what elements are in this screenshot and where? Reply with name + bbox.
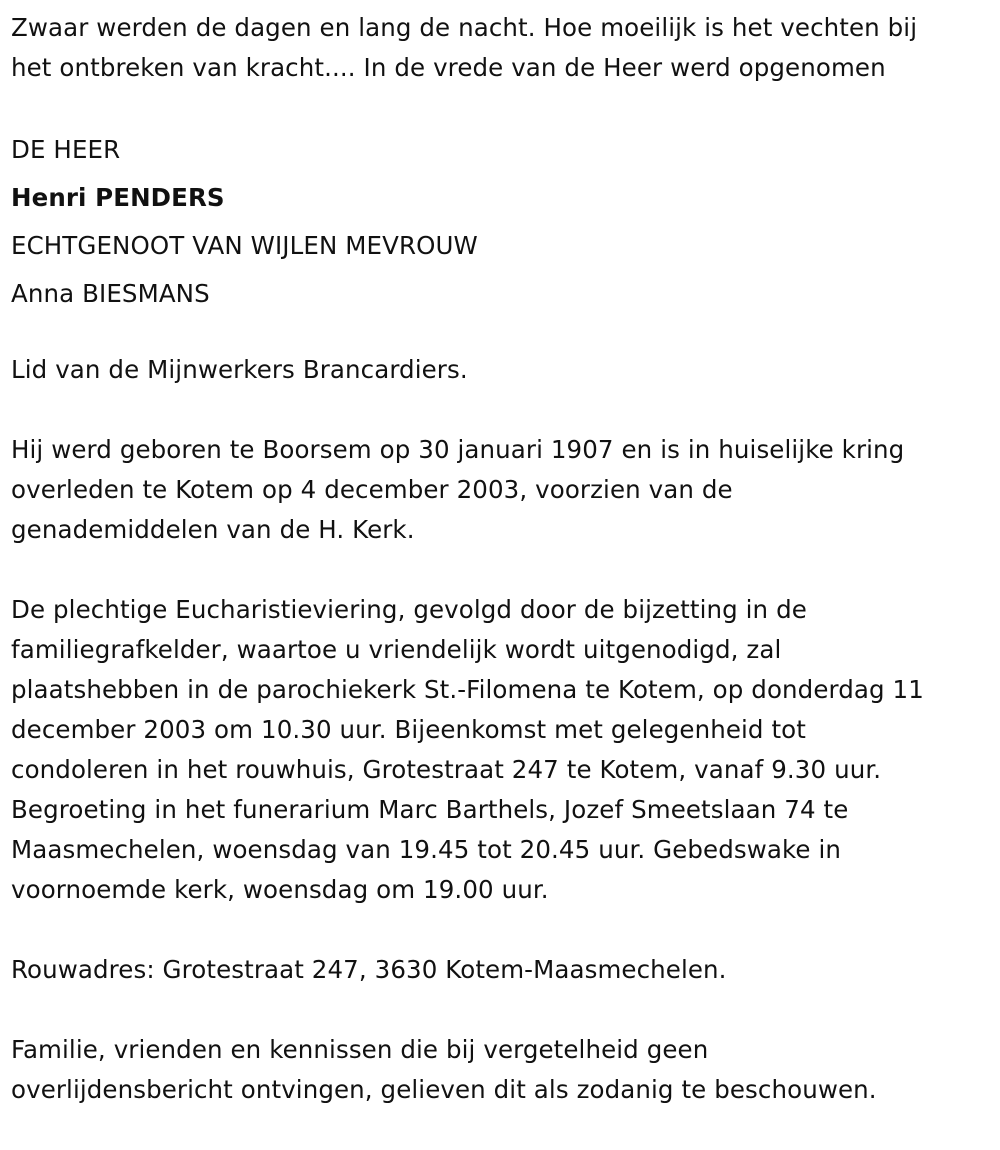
- birth-death-paragraph: [11, 430, 991, 550]
- closing-paragraph: [11, 1030, 991, 1110]
- intro-line: het ontbreken van kracht.... In de vrede van de Heer werd opgenomen: [11, 53, 886, 82]
- relation-text: ECHTGENOOT VAN WIJLEN MEVROUW: [11, 231, 478, 260]
- deceased-name: Henri PENDERS: [11, 183, 225, 212]
- intro-line: Zwaar werden de dagen en lang de nacht. Hoe moeilijk is het vechten bij: [11, 13, 918, 42]
- ceremony-line: Maasmechelen, woensdag van 19.45 tot 20.45 uur. Gebedswake in: [11, 835, 842, 864]
- birth-death-line: overleden te Kotem op 4 december 2003, voorzien van de: [11, 475, 733, 504]
- ceremony-line: voornoemde kerk, woensdag om 19.00 uur.: [11, 875, 549, 904]
- ceremony-line: Begroeting in het funerarium Marc Barthels, Jozef Smeetslaan 74 te: [11, 795, 849, 824]
- mourning-address: Rouwadres: Grotestraat 247, 3630 Kotem-Maasmechelen.: [11, 955, 727, 984]
- ceremony-line: familiegrafkelder, waartoe u vriendelijk wordt uitgenodigd, zal: [11, 635, 782, 664]
- honorific-title: DE HEER: [11, 135, 121, 164]
- membership-paragraph: [11, 350, 991, 390]
- spouse-name: Anna BIESMANS: [11, 279, 210, 308]
- deceased-block: [11, 126, 991, 318]
- birth-death-line: Hij werd geboren te Boorsem op 30 januari 1907 en is in huiselijke kring: [11, 435, 905, 464]
- closing-line: overlijdensbericht ontvingen, gelieven dit als zodanig te beschouwen.: [11, 1075, 877, 1104]
- membership-line: Lid van de Mijnwerkers Brancardiers.: [11, 355, 468, 384]
- closing-line: Familie, vrienden en kennissen die bij vergetelheid geen: [11, 1035, 709, 1064]
- ceremony-line: plaatshebben in de parochiekerk St.-Filomena te Kotem, op donderdag 11: [11, 675, 924, 704]
- ceremony-line: december 2003 om 10.30 uur. Bijeenkomst met gelegenheid tot: [11, 715, 806, 744]
- ceremony-paragraph: [11, 590, 991, 910]
- intro-paragraph: [11, 8, 991, 88]
- ceremony-line: De plechtige Eucharistieviering, gevolgd door de bijzetting in de: [11, 595, 807, 624]
- ceremony-line: condoleren in het rouwhuis, Grotestraat 247 te Kotem, vanaf 9.30 uur.: [11, 755, 882, 784]
- address-paragraph: [11, 950, 991, 990]
- death-notice: [11, 8, 991, 1150]
- birth-death-line: genademiddelen van de H. Kerk.: [11, 515, 415, 544]
